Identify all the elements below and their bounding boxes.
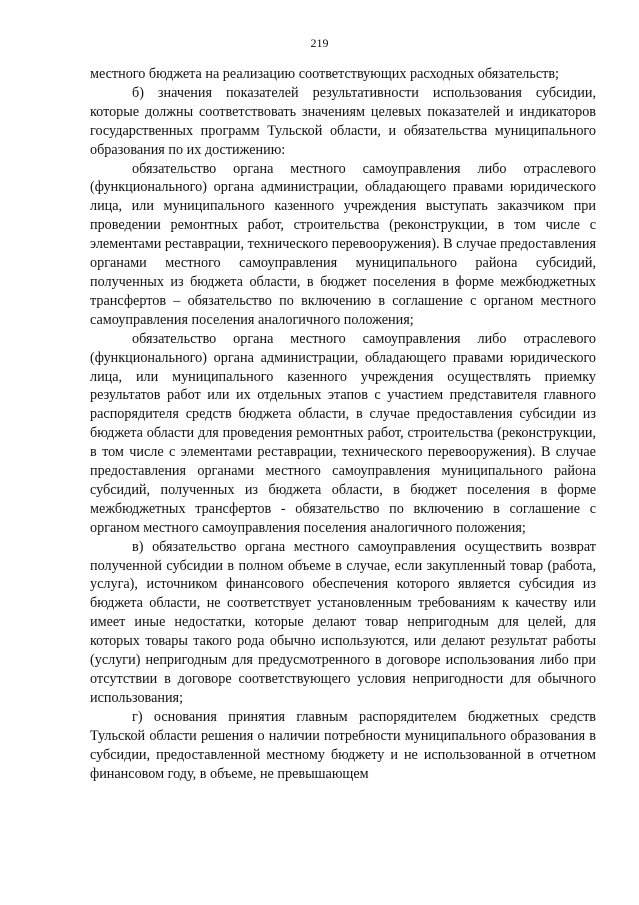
paragraph-item-g: г) основания принятия главным распорядителем бюджетных средств Тульской области решения о наличии потребности муниципального образования в субсидии, предоставленной местному бюджету и не использованной в отчетном финансовом году, в объеме, не превышающем xyxy=(90,708,596,782)
paragraph-obligation-customer: обязательство органа местного самоуправления либо отраслевого (функционального) органа администрации, обладающего правами юридического лица, или муниципального казенного учреждения выступать заказчиком при проведении ремонтных работ, строительства (реконструкции, в том числе с элементами реставрации, технического перевооружения). В случае предоставления органами местного самоуправления муниципального района субсидий, полученных из бюджета области, в бюджет поселения в форме межбюджетных трансфертов – обязательство по включению в соглашение с органом местного самоуправления поселения аналогичного положения; xyxy=(90,160,596,328)
paragraph-item-v: в) обязательство органа местного самоуправления осуществить возврат полученной субсидии в полном объеме в случае, если закупленный товар (работа, услуга), источником финансового обеспечения которого является субсидия из бюджета области, не соответствует установленным требованиям к качеству или имеет иные недостатки, которые делают товар непригодным для целей, для которых товары такого рода обычно используются, или делают результат работы (услуги) непригодным для предусмотренного в договоре использования либо при отсутствии в договоре соответствующего условия непригодности для обычного использования; xyxy=(90,538,596,706)
document-body xyxy=(90,65,596,783)
paragraph-obligation-acceptance: обязательство органа местного самоуправления либо отраслевого (функционального) органа администрации, обладающего правами юридического лица, или муниципального казенного учреждения осуществлять приемку результатов работ или их отдельных этапов с участием представителя главного распорядителя средств бюджета области, в случае предоставления субсидии из бюджета области для проведения ремонтных работ, строительства (реконструкции, в том числе с элементами реставрации, технического перевооружения). В случае предоставления органами местного самоуправления муниципального района субсидий, полученных из бюджета области, в бюджет поселения в форме межбюджетных трансфертов - обязательство по включению в соглашение с органом местного самоуправления поселения аналогичного положения; xyxy=(90,330,596,536)
paragraph-budget-continuation: местного бюджета на реализацию соответствующих расходных обязательств; xyxy=(90,66,559,82)
paragraph-item-b: б) значения показателей результативности использования субсидии, которые должны соответствовать значениям целевых показателей и индикаторов государственных программ Тульской области, и обязательства муниципального образования по их достижению: xyxy=(90,84,596,158)
page-number: 219 xyxy=(310,36,329,50)
